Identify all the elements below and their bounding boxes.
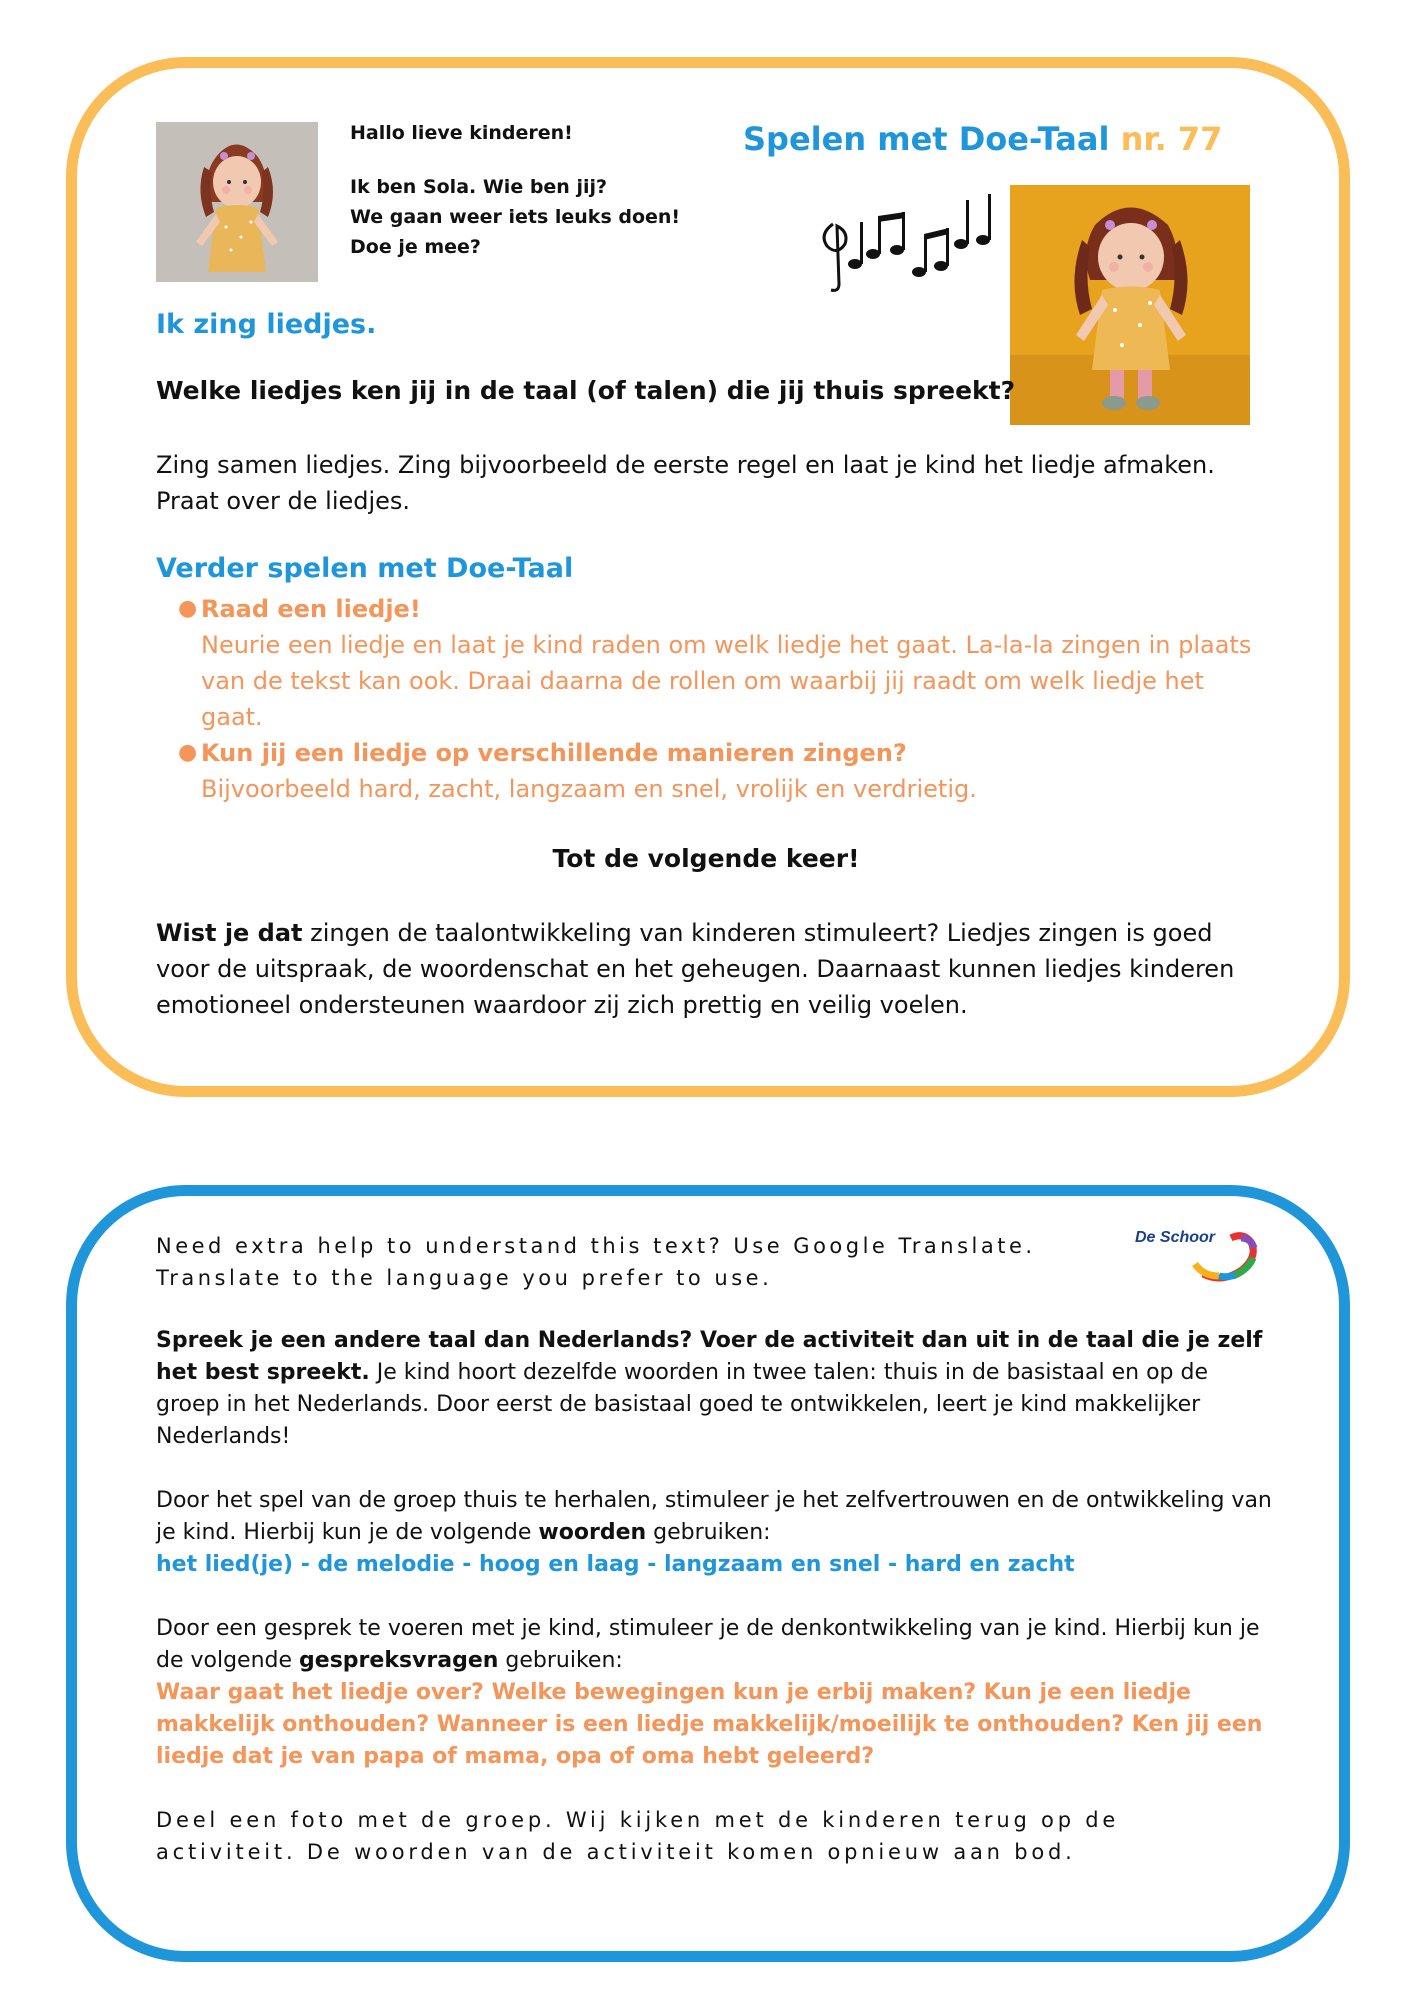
activity-question: Welke liedjes ken jij in de taal (of talen) die jij thuis spreekt? xyxy=(156,376,1016,405)
greeting-block xyxy=(350,118,730,262)
logo-text: De Schoor xyxy=(1135,1229,1216,1246)
language-text: Je kind hoort dezelfde woorden in twee talen: thuis in de basistaal en op de groep in het Nederlands. Door eerst de basistaal goed te ontwikkelen, leert je kind makkelijker Nederlands! xyxy=(156,1360,1209,1449)
question-list: Waar gaat het liedje over? Welke bewegingen kun je erbij maken? Kun je een liedje makkelijk onthouden? Wanneer is een liedje makkelijk/moeilijk te onthouden? Ken jij een liedje dat je van papa of mama, opa of oma hebt geleerd? xyxy=(156,1680,1263,1769)
list-item xyxy=(178,735,1258,807)
list-item xyxy=(178,591,1258,735)
intro-line: Ik ben Sola. Wie ben jij? xyxy=(350,176,608,198)
list-item-title: Raad een liedje! xyxy=(201,595,421,623)
share-photo-text: Deel een foto met de groep. Wij kijken met de kinderen terug op de activiteit. De woorden van de activiteit komen opnieuw aan bod. xyxy=(156,1808,1120,1864)
de-schoor-logo xyxy=(1133,1224,1268,1286)
wist-je-dat xyxy=(156,915,1266,1023)
activity-instruction: Zing samen liedjes. Zing bijvoorbeeld de eerste regel en laat je kind het liedje afmaken. Praat over de liedjes. xyxy=(156,451,1215,515)
doll-photo-small xyxy=(156,122,318,282)
doll-photo-large xyxy=(1010,185,1250,425)
questions-paragraph xyxy=(156,1613,1276,1773)
questions-bold: gespreksvragen xyxy=(299,1648,499,1673)
language-paragraph xyxy=(156,1325,1276,1453)
bullet-icon: ● xyxy=(178,596,198,621)
bullet-icon: ● xyxy=(178,740,198,765)
activity-heading: Ik zing liedjes. xyxy=(156,309,377,340)
wist-lead: Wist je dat xyxy=(156,919,303,947)
wist-text: zingen de taalontwikkeling van kinderen stimuleert? Liedjes zingen is goed voor de uitspraak, de woordenschat en het geheugen. Daarnaast kunnen liedjes kinderen emotioneel ondersteunen waardoor zij zich prettig en veilig voelen. xyxy=(156,919,1235,1019)
intro-line: We gaan weer iets leuks doen! xyxy=(350,206,681,228)
words-intro: Door het spel van de groep thuis te herhalen, stimuleer je het zelfvertrouwen en de ontwikkeling van je kind. Hierbij kun je de volgende xyxy=(156,1488,1272,1545)
questions-intro: Door een gesprek te voeren met je kind, stimuleer je de denkontwikkeling van je kind. Hierbij kun je de volgende xyxy=(156,1616,1260,1673)
issue-number: nr. 77 xyxy=(1120,120,1223,158)
questions-end: gebruiken: xyxy=(498,1648,623,1673)
words-end: gebruiken: xyxy=(646,1520,771,1545)
list-item-text: Bijvoorbeeld hard, zacht, langzaam en snel, vrolijk en verdrietig. xyxy=(201,775,977,803)
words-bold: woorden xyxy=(538,1520,647,1545)
intro-line: Doe je mee? xyxy=(350,236,481,258)
word-list: het lied(je) - de melodie - hoog en laag - langzaam en snel - hard en zacht xyxy=(156,1552,1075,1577)
translate-help: Need extra help to understand this text? Use Google Translate. Translate to the language you prefer to use. xyxy=(156,1234,1036,1290)
greeting: Hallo lieve kinderen! xyxy=(350,122,573,144)
closing-text: Tot de volgende keer! xyxy=(552,844,860,873)
list-item-title: Kun jij een liedje op verschillende manieren zingen? xyxy=(201,739,907,767)
words-paragraph xyxy=(156,1485,1276,1581)
verder-heading: Verder spelen met Doe-Taal xyxy=(156,553,574,584)
verder-list xyxy=(178,591,1258,807)
title-text: Spelen met Doe-Taal xyxy=(743,120,1110,158)
language-bold: Spreek je een andere taal dan Nederlands? Voer de activiteit dan uit in de taal die je zelf het best spreekt. xyxy=(156,1328,1263,1385)
music-notes-icon xyxy=(815,184,995,294)
page-title xyxy=(743,120,1222,158)
list-item-text: Neurie een liedje en laat je kind raden om welk liedje het gaat. La-la-la zingen in plaats van de tekst kan ook. Draai daarna de rollen om waarbij jij raadt om welk liedje het gaat. xyxy=(201,631,1252,731)
